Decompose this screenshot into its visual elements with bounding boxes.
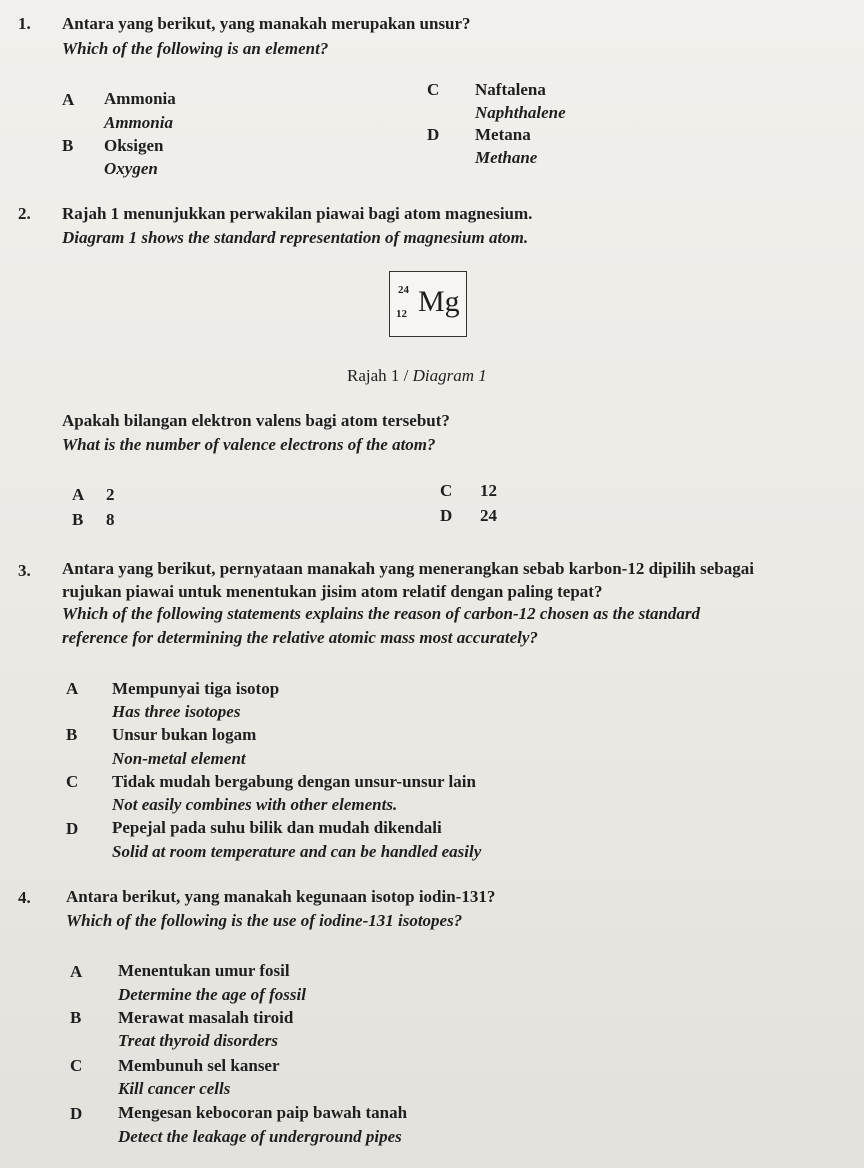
option-letter: C bbox=[70, 1056, 83, 1075]
question-text-malay-line-2: rujukan piawai untuk menentukan jisim atom relatif dengan paling tepat? bbox=[62, 582, 603, 601]
question-text-english: Which of the following is an element? bbox=[62, 39, 329, 58]
option-text-english: Detect the leakage of underground pipes bbox=[118, 1127, 402, 1146]
question-text-malay: Antara yang berikut, yang manakah merupakan unsur? bbox=[62, 14, 471, 33]
option-text-malay: Pepejal pada suhu bilik dan mudah dikendali bbox=[112, 818, 442, 837]
question-number: 4. bbox=[18, 888, 31, 907]
option-letter: B bbox=[66, 725, 78, 744]
option-value: 2 bbox=[106, 485, 115, 504]
question-text-english-line-2: reference for determining the relative atomic mass most accurately? bbox=[62, 628, 538, 647]
option-letter: D bbox=[440, 506, 453, 525]
option-text-malay: Ammonia bbox=[104, 89, 176, 108]
question-text-malay-line-1: Antara yang berikut, pernyataan manakah yang menerangkan sebab karbon-12 dipilih sebagai bbox=[62, 559, 754, 578]
option-letter: D bbox=[427, 125, 440, 144]
option-text-malay: Mempunyai tiga isotop bbox=[112, 679, 280, 698]
diagram-caption-malay: Rajah 1 / bbox=[347, 366, 413, 385]
sub-question-english: What is the number of valence electrons of the atom? bbox=[62, 435, 436, 454]
option-value: 8 bbox=[106, 510, 115, 529]
option-text-malay: Mengesan kebocoran paip bawah tanah bbox=[118, 1103, 408, 1122]
question-number: 3. bbox=[18, 561, 31, 580]
option-text-malay: Oksigen bbox=[104, 136, 164, 155]
atomic-number: 12 bbox=[396, 308, 407, 320]
option-text-malay: Membunuh sel kanser bbox=[118, 1056, 280, 1075]
option-letter: A bbox=[72, 485, 85, 504]
option-letter: A bbox=[66, 679, 79, 698]
option-text-english: Treat thyroid disorders bbox=[118, 1031, 278, 1050]
option-letter: C bbox=[440, 481, 453, 500]
option-text-malay: Merawat masalah tiroid bbox=[118, 1008, 294, 1027]
option-letter: B bbox=[62, 136, 74, 155]
element-symbol: Mg bbox=[418, 285, 460, 318]
option-letter: B bbox=[72, 510, 84, 529]
option-text-malay: Unsur bukan logam bbox=[112, 725, 257, 744]
question-text-english-line-1: Which of the following statements explains the reason of carbon-12 chosen as the standard bbox=[62, 604, 701, 623]
option-text-english: Naphthalene bbox=[475, 103, 566, 122]
option-letter: B bbox=[70, 1008, 82, 1027]
question-number: 1. bbox=[18, 14, 31, 33]
option-letter: D bbox=[70, 1104, 83, 1123]
option-value: 24 bbox=[480, 506, 497, 525]
question-text-english: Diagram 1 shows the standard representation of magnesium atom. bbox=[62, 228, 529, 247]
mass-number: 24 bbox=[398, 284, 409, 296]
option-text-english: Determine the age of fossil bbox=[118, 985, 306, 1004]
option-text-malay: Tidak mudah bergabung dengan unsur-unsur lain bbox=[112, 772, 476, 791]
atom-notation-box bbox=[389, 271, 467, 337]
option-text-english: Methane bbox=[475, 148, 538, 167]
option-text-english: Not easily combines with other elements. bbox=[112, 795, 398, 814]
diagram-caption bbox=[347, 366, 487, 386]
option-letter: C bbox=[427, 80, 440, 99]
diagram-caption-english: Diagram 1 bbox=[412, 366, 487, 385]
question-number: 2. bbox=[18, 204, 31, 223]
option-text-english: Solid at room temperature and can be handled easily bbox=[112, 842, 482, 861]
option-text-malay: Naftalena bbox=[475, 80, 546, 99]
sub-question-malay: Apakah bilangan elektron valens bagi atom tersebut? bbox=[62, 411, 450, 430]
option-text-english: Has three isotopes bbox=[112, 702, 241, 721]
option-value: 12 bbox=[480, 481, 497, 500]
option-letter: A bbox=[62, 90, 75, 109]
question-text-malay: Antara berikut, yang manakah kegunaan isotop iodin-131? bbox=[66, 887, 496, 906]
option-text-english: Kill cancer cells bbox=[118, 1079, 231, 1098]
option-text-malay: Metana bbox=[475, 125, 531, 144]
question-text-malay: Rajah 1 menunjukkan perwakilan piawai bagi atom magnesium. bbox=[62, 204, 533, 223]
option-text-malay: Menentukan umur fosil bbox=[118, 961, 290, 980]
option-text-english: Non-metal element bbox=[112, 749, 246, 768]
question-text-english: Which of the following is the use of iodine-131 isotopes? bbox=[66, 911, 463, 930]
option-text-english: Ammonia bbox=[104, 113, 173, 132]
option-text-english: Oxygen bbox=[104, 159, 158, 178]
option-letter: C bbox=[66, 772, 79, 791]
option-letter: D bbox=[66, 819, 79, 838]
option-letter: A bbox=[70, 962, 83, 981]
